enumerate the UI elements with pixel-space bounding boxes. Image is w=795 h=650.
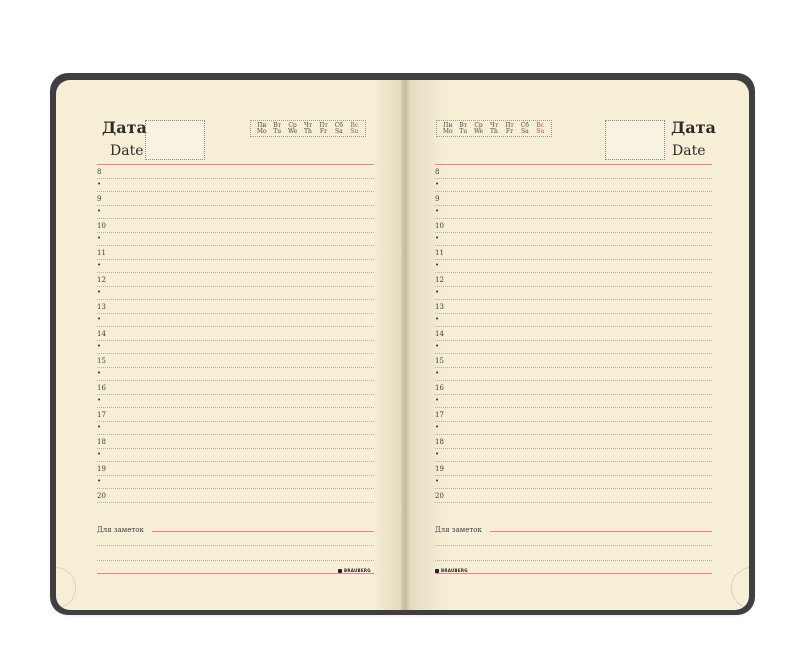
schedule-line[interactable] <box>435 394 712 395</box>
weekday-en[interactable]: We <box>287 128 298 135</box>
weekday-en[interactable]: Sa <box>521 128 529 135</box>
hour-label: 15 <box>97 357 106 365</box>
notes-rule <box>490 531 712 532</box>
schedule-line[interactable] <box>97 299 374 300</box>
brand-logo <box>435 569 468 573</box>
right-page <box>404 80 749 610</box>
schedule-line[interactable] <box>97 367 374 368</box>
notes-line[interactable] <box>435 560 712 561</box>
schedule-line[interactable] <box>435 205 712 206</box>
hour-label: 9 <box>435 195 440 203</box>
schedule-line[interactable] <box>435 421 712 422</box>
hour-label: 20 <box>435 492 444 500</box>
schedule-line[interactable] <box>97 326 374 327</box>
schedule-line[interactable] <box>97 502 374 503</box>
notes-line[interactable] <box>435 545 712 546</box>
half-hour-bullet: • <box>435 261 440 269</box>
bottom-rule <box>97 573 374 574</box>
weekday-selector[interactable] <box>250 120 366 137</box>
bottom-rule <box>435 573 712 574</box>
weekday-en[interactable]: Th <box>490 128 498 135</box>
header-rule <box>435 164 712 165</box>
schedule-line[interactable] <box>435 245 712 246</box>
schedule-line[interactable] <box>435 502 712 503</box>
half-hour-bullet: • <box>435 342 440 350</box>
date-title: Дата <box>671 118 716 137</box>
date-entry-box[interactable] <box>145 120 205 160</box>
hour-label: 9 <box>97 195 102 203</box>
weekday-selector[interactable] <box>436 120 552 137</box>
schedule-line[interactable] <box>435 353 712 354</box>
half-hour-bullet: • <box>97 423 102 431</box>
schedule-line[interactable] <box>97 407 374 408</box>
schedule-line[interactable] <box>97 313 374 314</box>
half-hour-bullet: • <box>97 369 102 377</box>
weekday-ru[interactable]: Пт <box>319 122 328 129</box>
schedule-line[interactable] <box>97 380 374 381</box>
hour-label: 14 <box>97 330 106 338</box>
hour-label: 15 <box>435 357 444 365</box>
half-hour-bullet: • <box>97 207 102 215</box>
hour-label: 19 <box>97 465 106 473</box>
hour-label: 14 <box>435 330 444 338</box>
weekday-ru[interactable]: Пн <box>257 122 267 129</box>
half-hour-bullet: • <box>435 450 440 458</box>
schedule-line[interactable] <box>435 488 712 489</box>
half-hour-bullet: • <box>435 477 440 485</box>
schedule-line[interactable] <box>97 421 374 422</box>
half-hour-bullet: • <box>435 288 440 296</box>
notes-line[interactable] <box>97 545 374 546</box>
schedule-line[interactable] <box>435 272 712 273</box>
schedule-line[interactable] <box>435 380 712 381</box>
weekday-ru[interactable]: Пт <box>505 122 514 129</box>
brand-text: BRAUBERG <box>344 568 371 573</box>
schedule-line[interactable] <box>97 272 374 273</box>
half-hour-bullet: • <box>97 315 102 323</box>
half-hour-bullet: • <box>97 450 102 458</box>
half-hour-bullet: • <box>435 234 440 242</box>
notes-label: Для заметок <box>435 526 482 534</box>
schedule-line[interactable] <box>435 367 712 368</box>
schedule-line[interactable] <box>435 326 712 327</box>
schedule-line[interactable] <box>97 218 374 219</box>
half-hour-bullet: • <box>435 396 440 404</box>
schedule-line[interactable] <box>435 299 712 300</box>
schedule-line[interactable] <box>435 475 712 476</box>
notes-line[interactable] <box>97 560 374 561</box>
weekday-en[interactable]: Tu <box>459 128 468 135</box>
hour-label: 10 <box>435 222 444 230</box>
hour-label: 19 <box>435 465 444 473</box>
notes-label: Для заметок <box>97 526 144 534</box>
schedule-line[interactable] <box>97 353 374 354</box>
weekday-ru[interactable]: Ср <box>474 122 483 129</box>
schedule-line[interactable] <box>97 434 374 435</box>
schedule-line[interactable] <box>97 340 374 341</box>
schedule-line[interactable] <box>435 259 712 260</box>
hour-label: 17 <box>97 411 106 419</box>
schedule-line[interactable] <box>435 448 712 449</box>
hour-label: 8 <box>97 168 102 176</box>
notes-rule <box>152 531 374 532</box>
schedule-line[interactable] <box>97 475 374 476</box>
hour-label: 16 <box>435 384 444 392</box>
hour-label: 8 <box>435 168 440 176</box>
weekday-en[interactable]: Mo <box>256 128 267 135</box>
half-hour-bullet: • <box>97 180 102 188</box>
schedule-line[interactable] <box>97 448 374 449</box>
schedule-line[interactable] <box>97 205 374 206</box>
half-hour-bullet: • <box>435 369 440 377</box>
date-entry-box[interactable] <box>605 120 665 160</box>
hour-label: 10 <box>97 222 106 230</box>
half-hour-bullet: • <box>435 207 440 215</box>
schedule-line[interactable] <box>435 434 712 435</box>
page-corner-curve <box>56 567 76 609</box>
schedule-line[interactable] <box>435 191 712 192</box>
schedule-line[interactable] <box>97 394 374 395</box>
hour-label: 18 <box>435 438 444 446</box>
schedule-line[interactable] <box>97 286 374 287</box>
weekday-en[interactable]: Su <box>350 128 359 135</box>
weekday-ru[interactable]: Чт <box>304 122 312 129</box>
half-hour-bullet: • <box>435 315 440 323</box>
hour-label: 11 <box>435 249 444 257</box>
half-hour-bullet: • <box>435 423 440 431</box>
brand-text: BRAUBERG <box>441 568 468 573</box>
schedule-line[interactable] <box>435 232 712 233</box>
hour-label: 20 <box>97 492 106 500</box>
weekday-ru[interactable]: Вс <box>350 122 359 129</box>
weekday-ru[interactable]: Сб <box>334 122 343 129</box>
left-page <box>56 80 404 610</box>
hour-label: 18 <box>97 438 106 446</box>
weekday-en[interactable]: Tu <box>273 128 282 135</box>
weekday-ru[interactable]: Сб <box>520 122 529 129</box>
half-hour-bullet: • <box>97 342 102 350</box>
brand-mark-icon <box>338 569 342 573</box>
weekday-ru[interactable]: Вт <box>459 122 467 129</box>
half-hour-bullet: • <box>97 396 102 404</box>
weekday-ru[interactable]: Вс <box>536 122 545 129</box>
weekday-en[interactable]: Su <box>536 128 545 135</box>
weekday-en[interactable]: Sa <box>335 128 343 135</box>
schedule-line[interactable] <box>435 178 712 179</box>
schedule-line[interactable] <box>97 178 374 179</box>
weekday-en[interactable]: Th <box>304 128 312 135</box>
schedule-line[interactable] <box>435 218 712 219</box>
hour-label: 12 <box>97 276 106 284</box>
schedule-line[interactable] <box>435 313 712 314</box>
schedule-line[interactable] <box>435 461 712 462</box>
schedule-line[interactable] <box>435 407 712 408</box>
half-hour-bullet: • <box>97 477 102 485</box>
date-subtitle: Date <box>110 143 144 159</box>
weekday-ru[interactable]: Ср <box>288 122 297 129</box>
schedule-line[interactable] <box>97 245 374 246</box>
brand-mark-icon <box>435 569 439 573</box>
schedule-line[interactable] <box>435 286 712 287</box>
weekday-ru[interactable]: Пн <box>443 122 453 129</box>
weekday-en[interactable]: Fr <box>319 128 327 135</box>
date-title: Дата <box>102 118 147 137</box>
weekday-en[interactable]: Fr <box>505 128 513 135</box>
half-hour-bullet: • <box>435 180 440 188</box>
schedule-line[interactable] <box>97 461 374 462</box>
schedule-line[interactable] <box>97 191 374 192</box>
hour-label: 11 <box>97 249 106 257</box>
half-hour-bullet: • <box>97 288 102 296</box>
half-hour-bullet: • <box>97 261 102 269</box>
page-gutter <box>401 80 409 610</box>
weekday-ru[interactable]: Вт <box>273 122 281 129</box>
weekday-en[interactable]: We <box>473 128 484 135</box>
schedule-line[interactable] <box>435 340 712 341</box>
schedule-line[interactable] <box>97 232 374 233</box>
hour-label: 12 <box>435 276 444 284</box>
hour-label: 17 <box>435 411 444 419</box>
hour-label: 16 <box>97 384 106 392</box>
hour-label: 13 <box>97 303 106 311</box>
page-corner-curve <box>731 567 749 609</box>
hour-label: 13 <box>435 303 444 311</box>
schedule-line[interactable] <box>97 259 374 260</box>
weekday-en[interactable]: Mo <box>442 128 453 135</box>
header-rule <box>97 164 374 165</box>
date-subtitle: Date <box>672 143 706 159</box>
weekday-ru[interactable]: Чт <box>490 122 498 129</box>
half-hour-bullet: • <box>97 234 102 242</box>
schedule-line[interactable] <box>97 488 374 489</box>
brand-logo <box>338 569 371 573</box>
